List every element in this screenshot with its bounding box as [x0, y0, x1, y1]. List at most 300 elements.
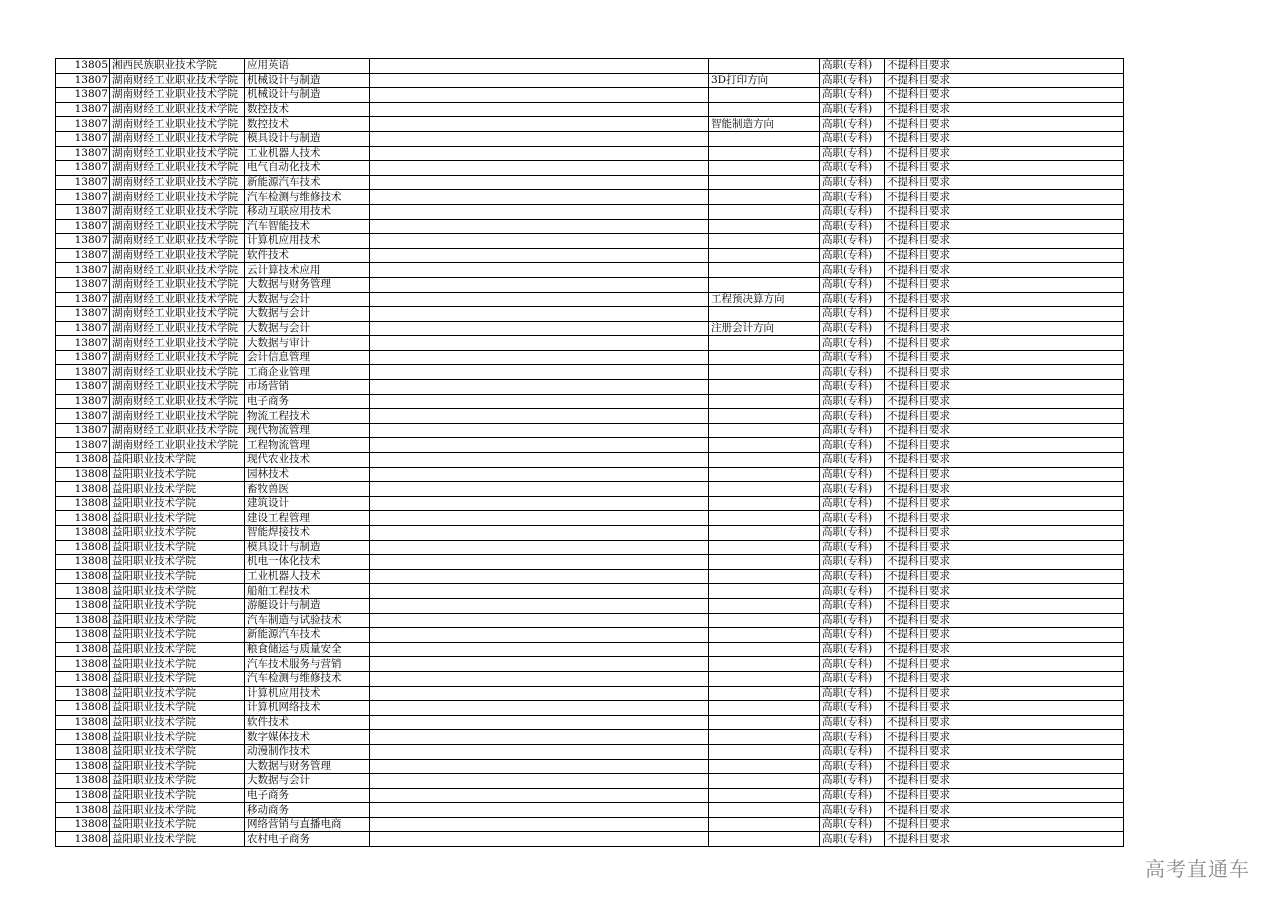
- school-code-cell: 13807: [56, 365, 110, 380]
- table-row: [56, 190, 1124, 205]
- subject-requirement-cell: 不提科目要求: [885, 628, 1124, 643]
- school-name-cell: 益阳职业技术学院: [110, 832, 245, 847]
- notes-cell: [370, 307, 709, 322]
- table-row: [56, 657, 1124, 672]
- level-cell: 高职(专科): [820, 526, 885, 541]
- level-cell: 高职(专科): [820, 686, 885, 701]
- school-code-cell: 13807: [56, 263, 110, 278]
- level-cell: 高职(专科): [820, 511, 885, 526]
- school-code-cell: 13807: [56, 292, 110, 307]
- table-row: [56, 131, 1124, 146]
- table-body: [56, 59, 1124, 847]
- direction-cell: [709, 248, 820, 263]
- subject-requirement-cell: 不提科目要求: [885, 190, 1124, 205]
- school-name-cell: 湖南财经工业职业技术学院: [110, 380, 245, 395]
- major-name-cell: 网络营销与直播电商: [245, 817, 370, 832]
- subject-requirement-cell: 不提科目要求: [885, 453, 1124, 468]
- school-code-cell: 13807: [56, 190, 110, 205]
- subject-requirement-cell: 不提科目要求: [885, 642, 1124, 657]
- subject-requirement-cell: 不提科目要求: [885, 175, 1124, 190]
- table-row: [56, 438, 1124, 453]
- direction-cell: [709, 88, 820, 103]
- major-name-cell: 机电一体化技术: [245, 555, 370, 570]
- school-code-cell: 13808: [56, 788, 110, 803]
- direction-cell: [709, 671, 820, 686]
- table-row: [56, 642, 1124, 657]
- school-code-cell: 13807: [56, 88, 110, 103]
- level-cell: 高职(专科): [820, 671, 885, 686]
- school-code-cell: 13807: [56, 175, 110, 190]
- major-name-cell: 现代农业技术: [245, 453, 370, 468]
- level-cell: 高职(专科): [820, 453, 885, 468]
- school-name-cell: 益阳职业技术学院: [110, 613, 245, 628]
- level-cell: 高职(专科): [820, 307, 885, 322]
- subject-requirement-cell: 不提科目要求: [885, 409, 1124, 424]
- major-name-cell: 建设工程管理: [245, 511, 370, 526]
- notes-cell: [370, 204, 709, 219]
- direction-cell: [709, 204, 820, 219]
- direction-cell: [709, 394, 820, 409]
- notes-cell: [370, 671, 709, 686]
- major-name-cell: 云计算技术应用: [245, 263, 370, 278]
- notes-cell: [370, 482, 709, 497]
- subject-requirement-cell: 不提科目要求: [885, 88, 1124, 103]
- subject-requirement-cell: 不提科目要求: [885, 744, 1124, 759]
- table-row: [56, 117, 1124, 132]
- level-cell: 高职(专科): [820, 598, 885, 613]
- level-cell: 高职(专科): [820, 817, 885, 832]
- major-name-cell: 畜牧兽医: [245, 482, 370, 497]
- major-name-cell: 汽车技术服务与营销: [245, 657, 370, 672]
- subject-requirement-cell: 不提科目要求: [885, 774, 1124, 789]
- school-name-cell: 益阳职业技术学院: [110, 642, 245, 657]
- major-name-cell: 工业机器人技术: [245, 569, 370, 584]
- school-code-cell: 13808: [56, 628, 110, 643]
- direction-cell: [709, 628, 820, 643]
- subject-requirement-cell: 不提科目要求: [885, 423, 1124, 438]
- notes-cell: [370, 774, 709, 789]
- school-name-cell: 益阳职业技术学院: [110, 715, 245, 730]
- level-cell: 高职(专科): [820, 321, 885, 336]
- notes-cell: [370, 394, 709, 409]
- school-name-cell: 湖南财经工业职业技术学院: [110, 423, 245, 438]
- subject-requirement-cell: 不提科目要求: [885, 161, 1124, 176]
- school-code-cell: 13808: [56, 555, 110, 570]
- notes-cell: [370, 598, 709, 613]
- notes-cell: [370, 613, 709, 628]
- school-name-cell: 益阳职业技术学院: [110, 482, 245, 497]
- school-name-cell: 益阳职业技术学院: [110, 657, 245, 672]
- school-name-cell: 湖南财经工业职业技术学院: [110, 219, 245, 234]
- table-row: [56, 671, 1124, 686]
- major-name-cell: 园林技术: [245, 467, 370, 482]
- subject-requirement-cell: 不提科目要求: [885, 715, 1124, 730]
- school-code-cell: 13807: [56, 204, 110, 219]
- subject-requirement-cell: 不提科目要求: [885, 438, 1124, 453]
- table-row: [56, 394, 1124, 409]
- table-row: [56, 759, 1124, 774]
- level-cell: 高职(专科): [820, 730, 885, 745]
- school-name-cell: 湖南财经工业职业技术学院: [110, 234, 245, 249]
- level-cell: 高职(专科): [820, 219, 885, 234]
- direction-cell: 注册会计方向: [709, 321, 820, 336]
- table-row: [56, 307, 1124, 322]
- table-row: [56, 598, 1124, 613]
- notes-cell: [370, 88, 709, 103]
- table-row: [56, 409, 1124, 424]
- level-cell: 高职(专科): [820, 292, 885, 307]
- notes-cell: [370, 788, 709, 803]
- notes-cell: [370, 59, 709, 74]
- level-cell: 高职(专科): [820, 482, 885, 497]
- school-name-cell: 益阳职业技术学院: [110, 526, 245, 541]
- major-name-cell: 移动互联应用技术: [245, 204, 370, 219]
- school-name-cell: 益阳职业技术学院: [110, 788, 245, 803]
- major-name-cell: 农村电子商务: [245, 832, 370, 847]
- school-name-cell: 益阳职业技术学院: [110, 671, 245, 686]
- school-code-cell: 13808: [56, 584, 110, 599]
- level-cell: 高职(专科): [820, 131, 885, 146]
- direction-cell: [709, 744, 820, 759]
- direction-cell: [709, 730, 820, 745]
- major-name-cell: 软件技术: [245, 248, 370, 263]
- school-code-cell: 13808: [56, 774, 110, 789]
- table-row: [56, 292, 1124, 307]
- major-name-cell: 大数据与审计: [245, 336, 370, 351]
- level-cell: 高职(专科): [820, 161, 885, 176]
- direction-cell: [709, 409, 820, 424]
- level-cell: 高职(专科): [820, 701, 885, 716]
- major-name-cell: 现代物流管理: [245, 423, 370, 438]
- level-cell: 高职(专科): [820, 569, 885, 584]
- subject-requirement-cell: 不提科目要求: [885, 832, 1124, 847]
- subject-requirement-cell: 不提科目要求: [885, 102, 1124, 117]
- school-name-cell: 益阳职业技术学院: [110, 453, 245, 468]
- major-name-cell: 工业机器人技术: [245, 146, 370, 161]
- school-name-cell: 益阳职业技术学院: [110, 759, 245, 774]
- direction-cell: [709, 482, 820, 497]
- school-code-cell: 13805: [56, 59, 110, 74]
- subject-requirement-cell: 不提科目要求: [885, 511, 1124, 526]
- major-name-cell: 大数据与会计: [245, 774, 370, 789]
- direction-cell: 智能制造方向: [709, 117, 820, 132]
- school-code-cell: 13808: [56, 482, 110, 497]
- level-cell: 高职(专科): [820, 496, 885, 511]
- major-name-cell: 智能焊接技术: [245, 526, 370, 541]
- subject-requirement-cell: 不提科目要求: [885, 248, 1124, 263]
- major-name-cell: 船舶工程技术: [245, 584, 370, 599]
- subject-requirement-cell: 不提科目要求: [885, 613, 1124, 628]
- school-name-cell: 益阳职业技术学院: [110, 540, 245, 555]
- notes-cell: [370, 701, 709, 716]
- notes-cell: [370, 73, 709, 88]
- subject-requirement-cell: 不提科目要求: [885, 350, 1124, 365]
- direction-cell: [709, 803, 820, 818]
- school-name-cell: 益阳职业技术学院: [110, 686, 245, 701]
- notes-cell: [370, 584, 709, 599]
- major-name-cell: 大数据与财务管理: [245, 759, 370, 774]
- level-cell: 高职(专科): [820, 832, 885, 847]
- subject-requirement-cell: 不提科目要求: [885, 365, 1124, 380]
- subject-requirement-cell: 不提科目要求: [885, 701, 1124, 716]
- school-code-cell: 13807: [56, 350, 110, 365]
- subject-requirement-cell: 不提科目要求: [885, 482, 1124, 497]
- level-cell: 高职(专科): [820, 365, 885, 380]
- major-name-cell: 会计信息管理: [245, 350, 370, 365]
- notes-cell: [370, 453, 709, 468]
- subject-requirement-cell: 不提科目要求: [885, 671, 1124, 686]
- major-name-cell: 大数据与财务管理: [245, 277, 370, 292]
- school-name-cell: 湖南财经工业职业技术学院: [110, 248, 245, 263]
- school-code-cell: 13808: [56, 832, 110, 847]
- direction-cell: [709, 423, 820, 438]
- direction-cell: [709, 350, 820, 365]
- subject-requirement-cell: 不提科目要求: [885, 788, 1124, 803]
- table-row: [56, 832, 1124, 847]
- direction-cell: [709, 540, 820, 555]
- notes-cell: [370, 657, 709, 672]
- table-row: [56, 744, 1124, 759]
- school-code-cell: 13808: [56, 744, 110, 759]
- school-code-cell: 13808: [56, 759, 110, 774]
- direction-cell: [709, 161, 820, 176]
- direction-cell: [709, 131, 820, 146]
- major-name-cell: 建筑设计: [245, 496, 370, 511]
- direction-cell: [709, 234, 820, 249]
- notes-cell: [370, 350, 709, 365]
- notes-cell: [370, 642, 709, 657]
- notes-cell: [370, 803, 709, 818]
- school-name-cell: 湖南财经工业职业技术学院: [110, 117, 245, 132]
- table-row: [56, 613, 1124, 628]
- major-name-cell: 电子商务: [245, 788, 370, 803]
- level-cell: 高职(专科): [820, 336, 885, 351]
- major-name-cell: 汽车制造与试验技术: [245, 613, 370, 628]
- major-name-cell: 电气自动化技术: [245, 161, 370, 176]
- level-cell: 高职(专科): [820, 234, 885, 249]
- school-name-cell: 湖南财经工业职业技术学院: [110, 88, 245, 103]
- school-code-cell: 13808: [56, 540, 110, 555]
- school-name-cell: 湖南财经工业职业技术学院: [110, 292, 245, 307]
- major-name-cell: 大数据与会计: [245, 307, 370, 322]
- level-cell: 高职(专科): [820, 540, 885, 555]
- table-row: [56, 248, 1124, 263]
- major-name-cell: 移动商务: [245, 803, 370, 818]
- notes-cell: [370, 102, 709, 117]
- level-cell: 高职(专科): [820, 175, 885, 190]
- direction-cell: [709, 175, 820, 190]
- school-name-cell: 益阳职业技术学院: [110, 467, 245, 482]
- table-row: [56, 453, 1124, 468]
- subject-requirement-cell: 不提科目要求: [885, 540, 1124, 555]
- school-name-cell: 湖南财经工业职业技术学院: [110, 307, 245, 322]
- direction-cell: [709, 555, 820, 570]
- direction-cell: [709, 59, 820, 74]
- school-code-cell: 13807: [56, 248, 110, 263]
- school-code-cell: 13808: [56, 730, 110, 745]
- direction-cell: [709, 453, 820, 468]
- school-code-cell: 13807: [56, 277, 110, 292]
- table-row: [56, 350, 1124, 365]
- major-name-cell: 市场营销: [245, 380, 370, 395]
- school-code-cell: 13807: [56, 423, 110, 438]
- notes-cell: [370, 526, 709, 541]
- direction-cell: 工程预决算方向: [709, 292, 820, 307]
- school-name-cell: 益阳职业技术学院: [110, 817, 245, 832]
- table-row: [56, 146, 1124, 161]
- major-name-cell: 数字媒体技术: [245, 730, 370, 745]
- direction-cell: [709, 642, 820, 657]
- notes-cell: [370, 540, 709, 555]
- notes-cell: [370, 423, 709, 438]
- major-name-cell: 机械设计与制造: [245, 73, 370, 88]
- school-name-cell: 益阳职业技术学院: [110, 744, 245, 759]
- school-name-cell: 湖南财经工业职业技术学院: [110, 336, 245, 351]
- level-cell: 高职(专科): [820, 657, 885, 672]
- direction-cell: [709, 277, 820, 292]
- subject-requirement-cell: 不提科目要求: [885, 59, 1124, 74]
- school-code-cell: 13808: [56, 642, 110, 657]
- major-name-cell: 大数据与会计: [245, 292, 370, 307]
- level-cell: 高职(专科): [820, 584, 885, 599]
- school-code-cell: 13808: [56, 701, 110, 716]
- school-name-cell: 湖南财经工业职业技术学院: [110, 365, 245, 380]
- subject-requirement-cell: 不提科目要求: [885, 131, 1124, 146]
- table-row: [56, 540, 1124, 555]
- level-cell: 高职(专科): [820, 788, 885, 803]
- level-cell: 高职(专科): [820, 613, 885, 628]
- level-cell: 高职(专科): [820, 59, 885, 74]
- major-name-cell: 动漫制作技术: [245, 744, 370, 759]
- direction-cell: [709, 832, 820, 847]
- school-name-cell: 湖南财经工业职业技术学院: [110, 277, 245, 292]
- subject-requirement-cell: 不提科目要求: [885, 263, 1124, 278]
- school-code-cell: 13807: [56, 380, 110, 395]
- notes-cell: [370, 336, 709, 351]
- direction-cell: [709, 307, 820, 322]
- notes-cell: [370, 511, 709, 526]
- notes-cell: [370, 817, 709, 832]
- major-name-cell: 新能源汽车技术: [245, 175, 370, 190]
- subject-requirement-cell: 不提科目要求: [885, 117, 1124, 132]
- direction-cell: [709, 263, 820, 278]
- subject-requirement-cell: 不提科目要求: [885, 394, 1124, 409]
- table-row: [56, 380, 1124, 395]
- school-code-cell: 13807: [56, 102, 110, 117]
- table-row: [56, 555, 1124, 570]
- subject-requirement-cell: 不提科目要求: [885, 277, 1124, 292]
- subject-requirement-cell: 不提科目要求: [885, 234, 1124, 249]
- table-row: [56, 496, 1124, 511]
- school-name-cell: 湖南财经工业职业技术学院: [110, 131, 245, 146]
- table-row: [56, 423, 1124, 438]
- direction-cell: [709, 219, 820, 234]
- school-code-cell: 13808: [56, 817, 110, 832]
- notes-cell: [370, 759, 709, 774]
- major-name-cell: 模具设计与制造: [245, 131, 370, 146]
- table-row: [56, 715, 1124, 730]
- school-name-cell: 湖南财经工业职业技术学院: [110, 190, 245, 205]
- school-name-cell: 益阳职业技术学院: [110, 555, 245, 570]
- table-row: [56, 817, 1124, 832]
- school-name-cell: 湖南财经工业职业技术学院: [110, 73, 245, 88]
- school-name-cell: 益阳职业技术学院: [110, 511, 245, 526]
- direction-cell: [709, 613, 820, 628]
- table-row: [56, 321, 1124, 336]
- table-row: [56, 701, 1124, 716]
- school-code-cell: 13807: [56, 73, 110, 88]
- direction-cell: [709, 774, 820, 789]
- school-code-cell: 13808: [56, 803, 110, 818]
- direction-cell: [709, 496, 820, 511]
- notes-cell: [370, 175, 709, 190]
- table-row: [56, 102, 1124, 117]
- school-name-cell: 益阳职业技术学院: [110, 496, 245, 511]
- school-code-cell: 13807: [56, 117, 110, 132]
- table-row: [56, 73, 1124, 88]
- notes-cell: [370, 555, 709, 570]
- subject-requirement-cell: 不提科目要求: [885, 759, 1124, 774]
- direction-cell: [709, 467, 820, 482]
- major-name-cell: 汽车智能技术: [245, 219, 370, 234]
- school-name-cell: 益阳职业技术学院: [110, 730, 245, 745]
- enrollment-table: [55, 58, 1124, 847]
- notes-cell: [370, 219, 709, 234]
- subject-requirement-cell: 不提科目要求: [885, 598, 1124, 613]
- major-name-cell: 计算机网络技术: [245, 701, 370, 716]
- direction-cell: [709, 102, 820, 117]
- table-row: [56, 628, 1124, 643]
- level-cell: 高职(专科): [820, 759, 885, 774]
- subject-requirement-cell: 不提科目要求: [885, 292, 1124, 307]
- school-code-cell: 13808: [56, 526, 110, 541]
- notes-cell: [370, 365, 709, 380]
- major-name-cell: 汽车检测与维修技术: [245, 671, 370, 686]
- school-code-cell: 13807: [56, 146, 110, 161]
- notes-cell: [370, 496, 709, 511]
- major-name-cell: 物流工程技术: [245, 409, 370, 424]
- level-cell: 高职(专科): [820, 190, 885, 205]
- level-cell: 高职(专科): [820, 555, 885, 570]
- school-code-cell: 13807: [56, 336, 110, 351]
- subject-requirement-cell: 不提科目要求: [885, 569, 1124, 584]
- subject-requirement-cell: 不提科目要求: [885, 526, 1124, 541]
- school-name-cell: 湖南财经工业职业技术学院: [110, 204, 245, 219]
- table-row: [56, 336, 1124, 351]
- major-name-cell: 数控技术: [245, 102, 370, 117]
- direction-cell: [709, 526, 820, 541]
- major-name-cell: 电子商务: [245, 394, 370, 409]
- school-name-cell: 益阳职业技术学院: [110, 584, 245, 599]
- school-code-cell: 13807: [56, 321, 110, 336]
- table-row: [56, 803, 1124, 818]
- direction-cell: [709, 817, 820, 832]
- subject-requirement-cell: 不提科目要求: [885, 336, 1124, 351]
- school-code-cell: 13807: [56, 307, 110, 322]
- direction-cell: [709, 715, 820, 730]
- school-code-cell: 13808: [56, 613, 110, 628]
- direction-cell: [709, 686, 820, 701]
- notes-cell: [370, 730, 709, 745]
- notes-cell: [370, 277, 709, 292]
- table-row: [56, 482, 1124, 497]
- school-code-cell: 13808: [56, 453, 110, 468]
- school-name-cell: 湖南财经工业职业技术学院: [110, 102, 245, 117]
- watermark: 高考直通车: [1145, 857, 1250, 881]
- subject-requirement-cell: 不提科目要求: [885, 817, 1124, 832]
- notes-cell: [370, 190, 709, 205]
- school-name-cell: 益阳职业技术学院: [110, 569, 245, 584]
